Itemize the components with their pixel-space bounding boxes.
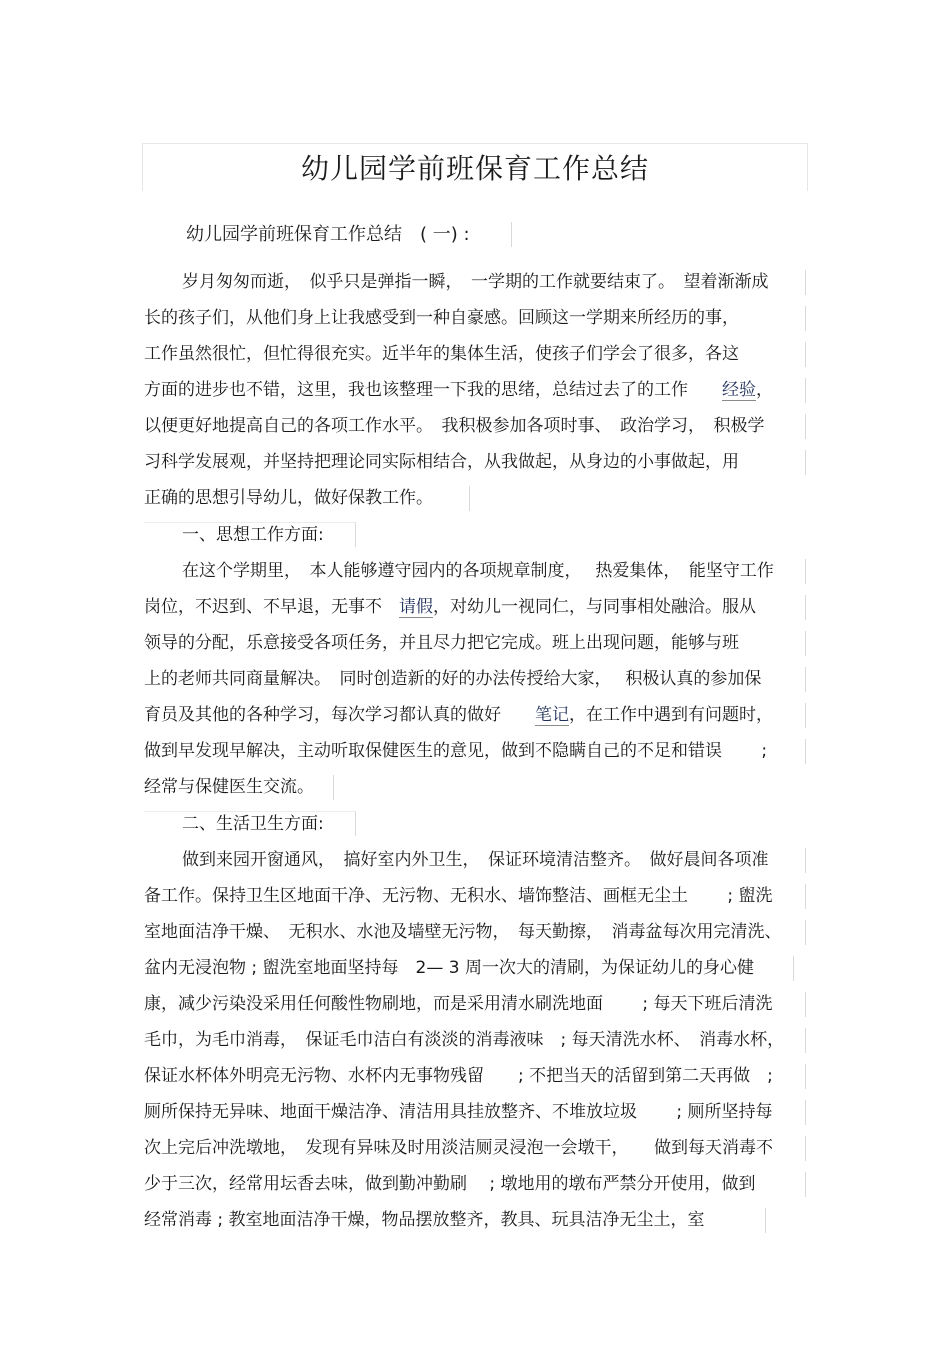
- section2-line-9: 次上完后冲洗墩地， 发现有异味及时用淡洁厕灵浸泡一会墩干， 做到每天消毒不: [144, 1136, 806, 1161]
- intro-line-4-punct: ，: [756, 380, 773, 400]
- section2-line-11: 经常消毒 ; 教室地面洁净干燥，物品摆放整齐，教具、玩具洁净无尘土，室: [144, 1208, 766, 1233]
- document-subtitle: 幼儿园学前班保育工作总结 ( 一) :: [186, 222, 512, 247]
- section2-line-3: 室地面洁净干燥、 无积水、水池及墙壁无污物， 每天勤擦， 消毒盆每次用完清洗、: [144, 920, 806, 945]
- section2-line-7: 保证水杯体外明亮无污物、水杯内无事物残留 ; 不把当天的活留到第二天再做 ;: [144, 1064, 806, 1089]
- section1-line-5-text-b: ，在工作中遇到有问题时，: [569, 705, 773, 725]
- link-leave[interactable]: 请假: [399, 597, 433, 617]
- section1-line-5-text-a: 育员及其他的各种学习，每次学习都认真的做好: [144, 705, 535, 725]
- section2-line-8: 厕所保持无异味、地面干燥洁净、清洁用具挂放整齐、不堆放垃圾 ; 厕所坚持每: [144, 1100, 806, 1125]
- intro-line-5: 以便更好地提高自己的各项工作水平。 我积极参加各项时事、 政治学习， 积极学: [144, 414, 806, 439]
- section2-line-2: 备工作。保持卫生区地面干净、无污物、无积水、墙饰整洁、画框无尘土 ; 盥洗: [144, 884, 806, 909]
- section2-line-5: 康，减少污染没采用任何酸性物刷地，而是采用清水刷洗地面 ; 每天下班后清洗: [144, 992, 806, 1017]
- section1-line-5: [144, 703, 806, 728]
- section2-heading: 二、生活卫生方面:: [144, 811, 356, 836]
- section2-line-10: 少于三次，经常用坛香去味，做到勤冲勤刷 ; 墩地用的墩布严禁分开使用，做到: [144, 1172, 806, 1197]
- section2-line-6: 毛巾，为毛巾消毒， 保证毛巾洁白有淡淡的消毒液味 ; 每天清洗水杯、 消毒水杯，: [144, 1028, 806, 1053]
- intro-line-4: [144, 378, 806, 403]
- section1-line-2-text-a: 岗位，不迟到、不早退，无事不: [144, 597, 399, 617]
- section1-line-7: 经常与保健医生交流。: [144, 775, 334, 800]
- section1-line-4: 上的老师共同商量解决。 同时创造新的好的办法传授给大家， 积极认真的参加保: [144, 667, 806, 692]
- intro-line-3: 工作虽然很忙，但忙得很充实。近半年的集体生活，使孩子们学会了很多，各这: [144, 342, 806, 367]
- section1-line-1: 在这个学期里， 本人能够遵守园内的各项规章制度， 热爱集体， 能坚守工作: [182, 559, 806, 584]
- section1-line-6: 做到早发现早解决，主动听取保健医生的意见，做到不隐瞒自己的不足和错误 ;: [144, 739, 806, 764]
- section1-line-3: 领导的分配，乐意接受各项任务，并且尽力把它完成。班上出现问题，能够与班: [144, 631, 806, 656]
- section1-line-2-text-b: ，对幼儿一视同仁，与同事相处融洽。服从: [433, 597, 756, 617]
- section1-heading: 一、思想工作方面:: [144, 522, 356, 547]
- document-title: 幼儿园学前班保育工作总结: [142, 143, 808, 191]
- link-experience[interactable]: 经验: [722, 380, 756, 400]
- section1-line-2: [144, 595, 806, 620]
- intro-line-1: 岁月匆匆而逝， 似乎只是弹指一瞬， 一学期的工作就要结束了。 望着渐渐成: [182, 270, 806, 295]
- section2-line-4: 盆内无浸泡物 ; 盥洗室地面坚持每 2— 3 周一次大的清刷，为保证幼儿的身心健: [144, 956, 794, 981]
- intro-line-6: 习科学发展观，并坚持把理论同实际相结合，从我做起，从身边的小事做起，用: [144, 450, 806, 475]
- intro-line-7: 正确的思想引导幼儿，做好保教工作。: [144, 486, 470, 511]
- intro-line-2: 长的孩子们，从他们身上让我感受到一种自豪感。回顾这一学期来所经历的事，: [144, 306, 806, 331]
- link-notes[interactable]: 笔记: [535, 705, 569, 725]
- section2-line-1: 做到来园开窗通风， 搞好室内外卫生， 保证环境清洁整齐。 做好晨间各项准: [182, 848, 806, 873]
- intro-line-4-text: 方面的进步也不错，这里，我也该整理一下我的思绪，总结过去了的工作: [144, 380, 722, 400]
